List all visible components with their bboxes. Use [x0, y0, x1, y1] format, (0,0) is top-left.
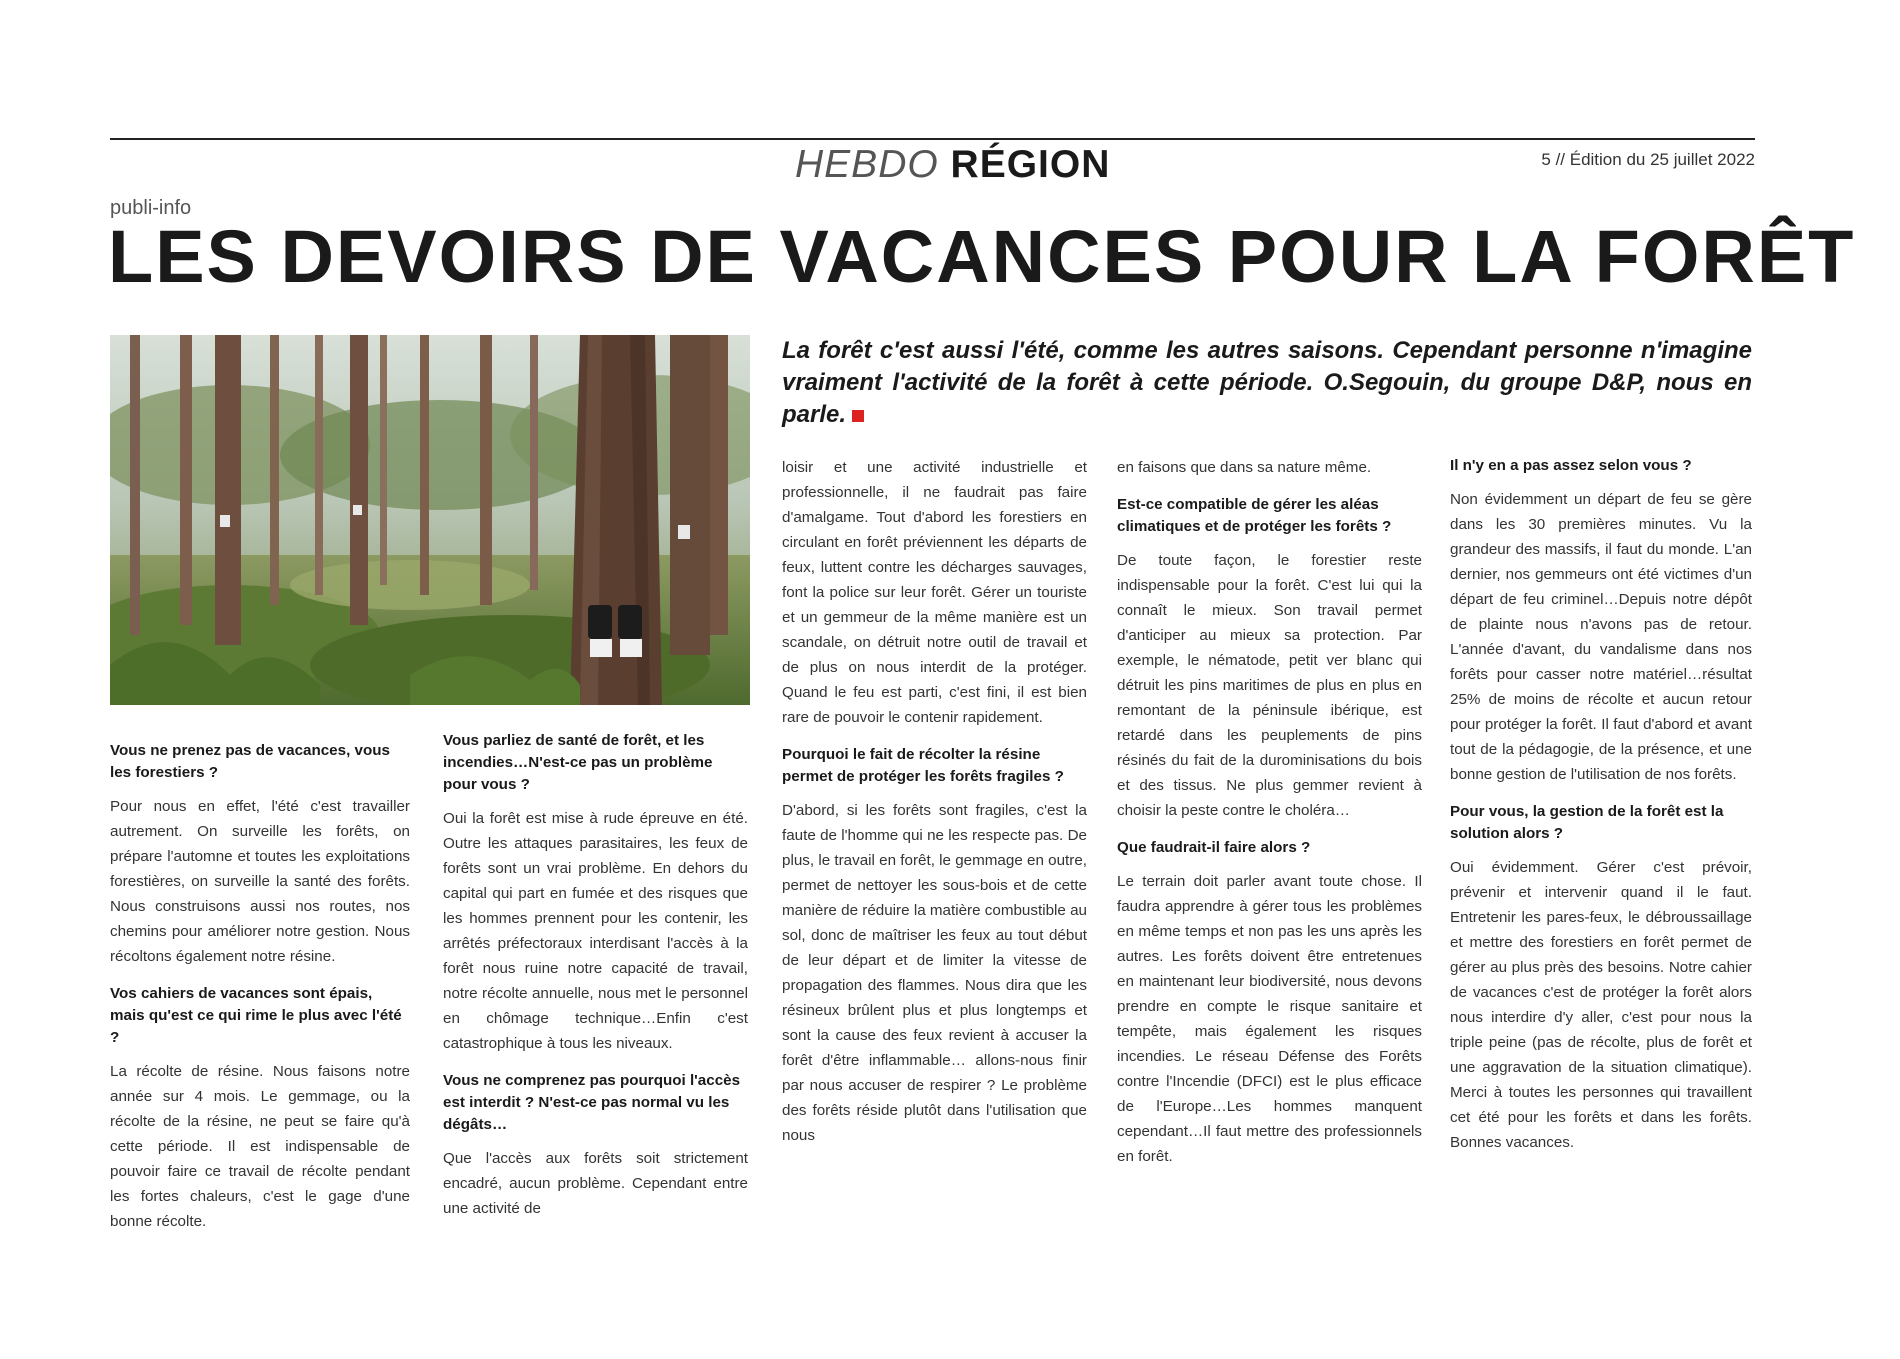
question-heading: Vos cahiers de vacances sont épais, mais qu'est ce qui rime le plus avec l'été ?	[110, 985, 402, 1046]
answer-paragraph: Oui la forêt est mise à rude épreuve en été. Outre les attaques parasitaires, les feux de forêts sont un vrai problème. En dehors du capital qui part en fumée et des risques que les hommes prennent pour les contenir, les arrêtés préfectoraux interdisant l'accès à la forêt nous ruine notre capacité de travail, notre récolte annuelle, nous met le personnel en chômage technique…Enfin c'est catastrophique à tous les niveaux.	[443, 810, 748, 1052]
lead-text: La forêt c'est aussi l'été, comme les autres saisons. Cependant personne n'imagine vraiment l'activité de la forêt à cette période. O.Segouin, du groupe D&P, nous en parle.	[782, 337, 1752, 428]
answer-paragraph: Pour nous en effet, l'été c'est travailler autrement. On surveille les forêts, on prépare l'automne et toutes les exploitations forestières, on surveille la santé des forêts. Nous construisons aussi nos routes, nos chemins pour améliorer notre gestion. Nous récoltons également notre résine.	[110, 798, 410, 965]
answer-paragraph: Le terrain doit parler avant toute chose. Il faudra apprendre à gérer tous les problèmes en même temps et non pas les uns après les autres. Les forêts doivent être entretenues en maintenant leur biodiversité, nous devons prendre en compte le risque sanitaire et tempête, mais également les risques incendies. Le réseau Défense des Forêts contre l'Incendie (DFCI) est le plus efficace de l'Europe…Les hommes manquent cependant…Il faut mettre des professionnels en forêt.	[1117, 873, 1422, 1165]
answer-paragraph: en faisons que dans sa nature même.	[1117, 459, 1372, 476]
article-column-1	[110, 740, 410, 1248]
answer-paragraph: Oui évidemment. Gérer c'est prévoir, prévenir et intervenir quand il le faut. Entretenir les pares-feux, le débroussaillage et mettre des forestiers en forêt permet de gérer au plus près des besoins. Notre cahier de vacances c'est de protéger la forêt alors nous interdire d'y aller, c'est pour nous la triple peine (pas de récolte, plus de forêt et une aggravation de la situation climatique). Merci à toutes les personnes qui travaillent cet été pour les forêts et dans les forêts. Bonnes vacances.	[1450, 859, 1752, 1151]
answer-paragraph: Non évidemment un départ de feu se gère dans les 30 premières minutes. Vu la grandeur des massifs, il faut du monde. L'an dernier, nos gemmeurs ont été victimes d'un départ de feu criminel…Depuis notre dépôt de plainte nous n'avons pas de retour. L'année d'avant, du vandalisme dans nos forêts pour casser notre matériel…résultat 25% de moins de récolte et aucun retour pour protéger la forêt. Il faut d'abord et avant tout de la pédagogie, de la présence, et une bonne gestion de l'utilisation de nos forêts.	[1450, 491, 1752, 783]
masthead	[795, 143, 1110, 187]
forest-photo	[110, 335, 750, 705]
answer-paragraph: La récolte de résine. Nous faisons notre année sur 4 mois. Le gemmage, ou la récolte de la résine, ne peut se faire qu'à cette période. Il est indispensable de pouvoir faire ce travail de récolte pendant les fortes chaleurs, c'est le gage d'une bonne récolte.	[110, 1063, 410, 1230]
question-heading: Vous ne prenez pas de vacances, vous les forestiers ?	[110, 742, 390, 781]
lead-paragraph	[782, 335, 1752, 431]
answer-paragraph: loisir et une activité industrielle et professionnelle, il ne faudrait pas faire d'amalgame. Tout d'abord les forestiers en circulant en forêt préviennent les départs de feux, luttent contre les décharges sauvages, font la police sur leur forêt. Gérer un touriste et un gemmeur de la même manière est un scandale, on détruit notre outil de travail et de plus on nous interdit de la protéger. Quand le feu est parti, c'est fini, il est bien rare de pouvoir le contenir rapidement.	[782, 459, 1087, 726]
question-heading: Que faudrait-il faire alors ?	[1117, 839, 1311, 856]
article-column-4	[1117, 455, 1422, 1183]
answer-paragraph: D'abord, si les forêts sont fragiles, c'est la faute de l'homme qui ne les respecte pas. De plus, le travail en forêt, le gemmage en outre, permet de nettoyer les sous-bois et de cette manière de réduire la matière combustible au sol, donc de maîtriser les feux au tout début de leur départ et de limiter la vitesse de propagation des flammes. Nous dira que les résineux brûlent plus et plus longtemps et sont la cause des feux revient à accuser la forêt d'être inflammable… allons-nous finir par nous accuser de respirer ? Le problème des forêts réside plutôt dans l'utilisation que nous	[782, 802, 1087, 1144]
answer-paragraph: Que l'accès aux forêts soit strictement encadré, aucun problème. Cependant entre une activité de	[443, 1150, 748, 1217]
section-tag: publi-info	[110, 197, 192, 219]
edition-line: 5 // Édition du 25 juillet 2022	[1541, 150, 1755, 169]
forest-photo-icon	[110, 335, 750, 705]
question-heading: Il n'y en a pas assez selon vous ?	[1450, 457, 1692, 474]
masthead-light: HEBDO	[795, 143, 939, 186]
answer-paragraph: De toute façon, le forestier reste indispensable pour la forêt. C'est lui qui la connaît le mieux. Son travail permet d'anticiper au mieux sa protection. Par exemple, le nématode, petit ver blanc qui détruit les pins maritimes de plus en plus en remontant de la péninsule ibérique, est retardé dans les peuplements de pins résinés du fait de la durominisations du bois et des tissus. Ne plus gemmer revient à choisir la peste contre le choléra…	[1117, 552, 1422, 819]
article-column-5	[1450, 455, 1752, 1169]
end-square-icon	[852, 410, 864, 422]
article-column-2	[443, 730, 748, 1235]
header-rule	[110, 138, 1755, 140]
headline: LES DEVOIRS DE VACANCES POUR LA FORÊT	[108, 215, 1856, 298]
article-column-3	[782, 455, 1087, 1162]
masthead-bold: RÉGION	[950, 143, 1111, 186]
question-heading: Vous parliez de santé de forêt, et les incendies…N'est-ce pas un problème pour vous ?	[443, 732, 713, 793]
question-heading: Vous ne comprenez pas pourquoi l'accès est interdit ? N'est-ce pas normal vu les dégâts…	[443, 1072, 741, 1133]
question-heading: Pourquoi le fait de récolter la résine permet de protéger les forêts fragiles ?	[782, 746, 1064, 785]
question-heading: Est-ce compatible de gérer les aléas climatiques et de protéger les forêts ?	[1117, 496, 1392, 535]
question-heading: Pour vous, la gestion de la forêt est la solution alors ?	[1450, 803, 1724, 842]
